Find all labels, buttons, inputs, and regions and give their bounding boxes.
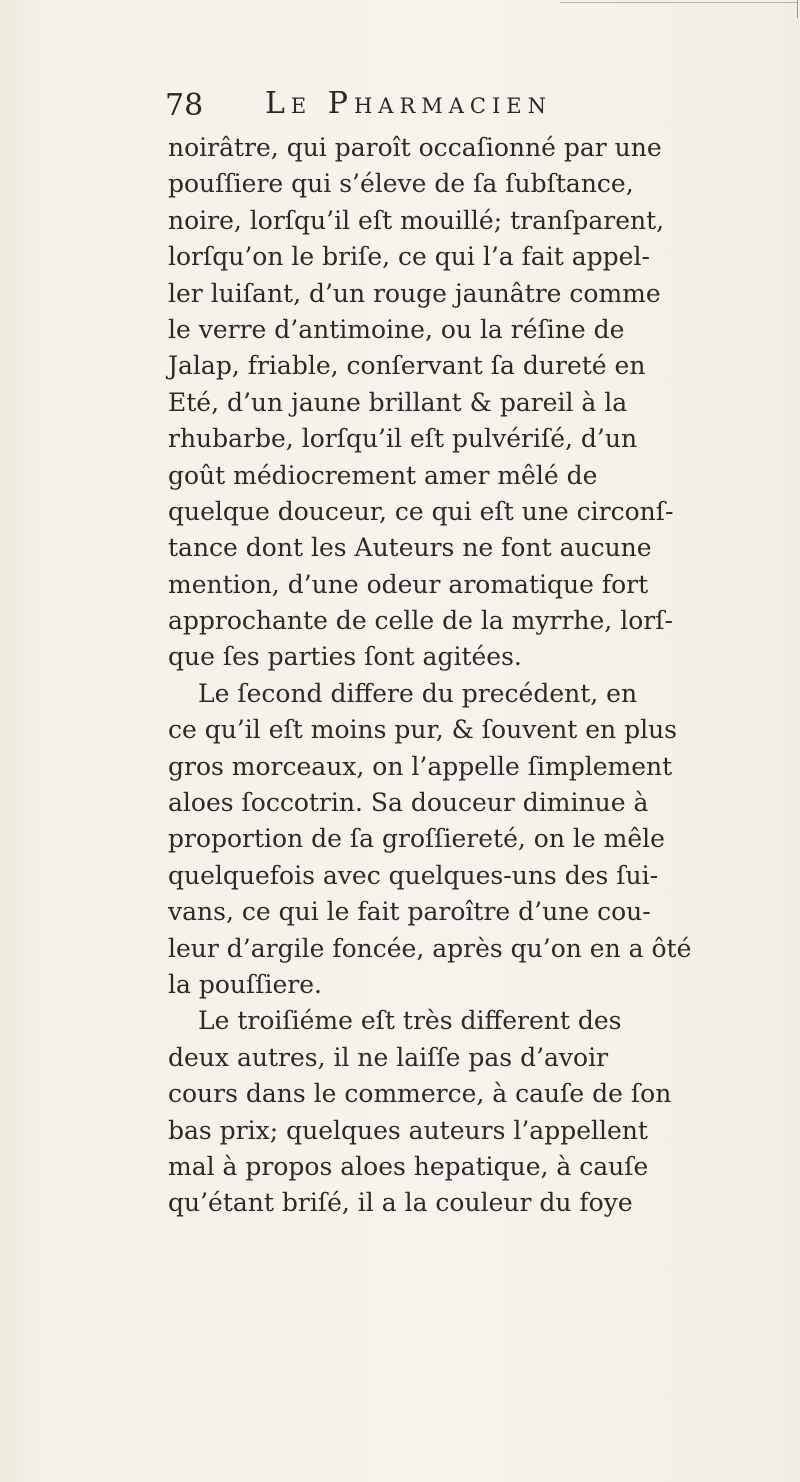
text-line: qu’étant briſé, il a la couleur du foye [168,1188,633,1218]
text-line: Jalap, friable, conſervant ſa dureté en [168,351,646,381]
text-line: vans, ce qui le fait paroître d’une cou- [168,897,651,927]
text-line: le verre d’antimoine, ou la réſine de [168,314,625,344]
text-line: que ſes parties ſont agitées. [168,642,522,672]
text-line: mention, d’une odeur aromatique fort [168,569,649,599]
text-line: noire, lorſqu’il eſt mouillé; tranſparent, [168,205,665,235]
text-line: proportion de ſa groſſiereté, on le mêle [168,824,665,854]
text-line: goût médiocrement amer mêlé de [168,460,598,490]
text-line: pouſſiere qui s’éleve de ſa ſubſtance, [168,169,634,199]
text-line: noirâtre, qui paroît occaſionné par une [168,133,662,162]
text-line: lorſqu’on le briſe, ce qui l’a fait appel- [168,242,650,272]
text-line: la pouſſiere. [168,969,322,999]
page-edge-mark [797,0,798,18]
page-top-rule [560,2,798,3]
text-line: bas prix; quelques auteurs l’appellent [168,1115,648,1145]
text-line: gros morceaux, on l’appelle ſimplement [168,751,673,781]
running-head: Le Pharmacien [265,86,552,121]
text-line: Eté, d’un jaune brillant & pareil à la [168,387,628,417]
text-line: approchante de celle de la myrrhe, lorſ- [168,606,673,636]
text-line: quelquefois avec quelques-uns des ſui- [168,860,659,890]
text-line: ce qu’il eſt moins pur, & ſouvent en plus [168,715,677,745]
paragraph-start-line: Le troiſiéme eſt très different des [198,1006,622,1036]
page-header [165,86,745,126]
text-line: deux autres, il ne laiſſe pas d’avoir [168,1042,609,1072]
paragraph-start-line: Le ſecond differe du precédent, en [198,678,638,708]
text-line: mal à propos aloes hepatique, à cauſe [168,1151,649,1181]
text-line: rhubarbe, lorſqu’il eſt pulvériſé, d’un [168,424,638,454]
text-line: quelque douceur, ce qui eſt une circonſ- [168,496,674,526]
page-number: 78 [165,88,204,123]
text-line: cours dans le commerce, à cauſe de ſon [168,1079,672,1109]
text-line: ler luiſant, d’un rouge jaunâtre comme [168,278,661,308]
text-line: tance dont les Auteurs ne font aucune [168,533,652,563]
body-text [168,130,768,1222]
text-line: leur d’argile foncée, après qu’on en a ôté [168,933,692,963]
text-line: aloes ſoccotrin. Sa douceur diminue à [168,788,649,818]
